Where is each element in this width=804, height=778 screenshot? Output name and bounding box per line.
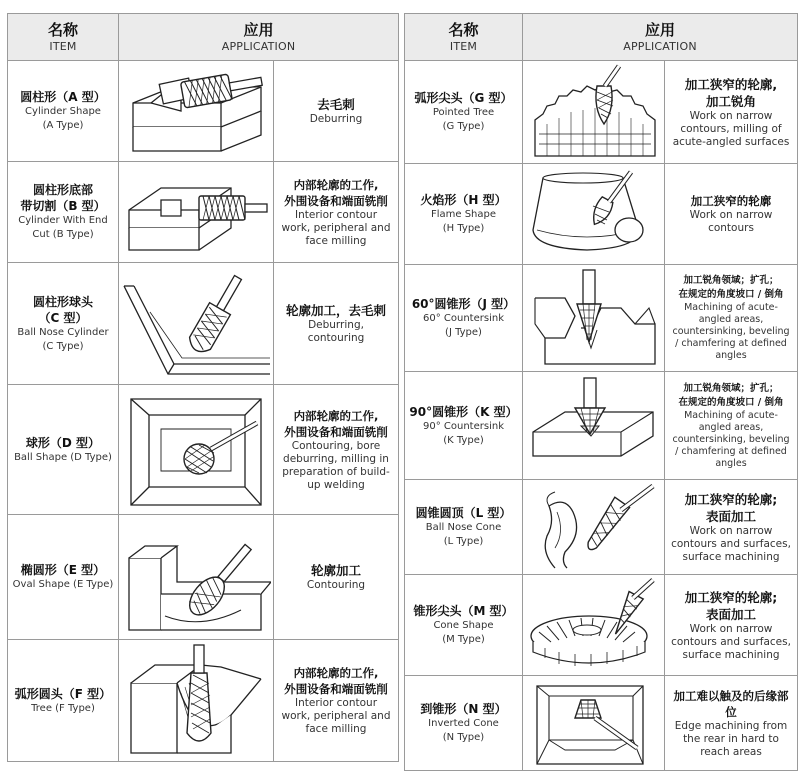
illustration-cell — [119, 515, 274, 640]
application-zh: 内部轮廓的工作, — [293, 666, 379, 680]
illustration-cell — [119, 162, 274, 263]
application-zh: 加工狭窄的轮廓, — [684, 76, 778, 92]
item-name-zh: 90°圆锥形（K 型） — [409, 404, 518, 419]
application-zh-2: 加工锐角 — [706, 93, 757, 109]
item-name-zh-2: 带切割（B 型） — [20, 199, 106, 213]
application-en: Interior contour work, peripheral and face milling — [281, 208, 391, 247]
illustration-cell — [523, 265, 665, 372]
application-zh-2: 外围设备和端面铣削 — [284, 424, 388, 439]
application-zh: 加工锐角领域；扩孔； — [683, 382, 779, 394]
flame-burr-icon — [525, 168, 663, 260]
right-header-app-zh: 应用 — [645, 20, 676, 39]
countersink-90-burr-icon — [525, 376, 663, 476]
item-name-zh: 球形（D 型） — [25, 435, 101, 450]
item-type-en: (C Type) — [42, 340, 84, 352]
item-cell — [8, 515, 119, 640]
item-name-zh-2: （C 型） — [38, 310, 88, 325]
left-header-item — [8, 14, 119, 61]
application-cell — [274, 263, 399, 385]
item-name-zh: 弧形尖头（G 型） — [414, 91, 513, 105]
table-row — [405, 480, 798, 575]
item-name-en: Flame Shape — [430, 209, 497, 220]
table-row — [8, 515, 399, 640]
application-zh-2: 在规定的角度坡口 / 倒角 — [678, 396, 784, 408]
item-type-en: (L Type) — [443, 536, 484, 547]
item-type-en: (M Type) — [442, 634, 485, 645]
item-name-en: 90° Countersink — [423, 420, 504, 432]
item-type-en: (N Type) — [442, 732, 485, 743]
left-burr-table — [7, 13, 399, 762]
item-name-zh: 圆柱形球头 — [32, 294, 93, 309]
right-header-item — [405, 14, 523, 61]
item-name-zh: 火焰形（H 型） — [420, 193, 507, 207]
item-cell — [405, 61, 523, 164]
item-name-en: Pointed Tree — [432, 107, 495, 118]
item-name-zh: 到锥形（N 型） — [420, 702, 507, 716]
item-name-en: Cylinder With End — [18, 215, 108, 226]
application-cell — [665, 575, 798, 676]
item-name-en: 60° Countersink — [423, 313, 504, 324]
application-en: Deburring, contouring — [307, 319, 365, 344]
item-cell — [8, 61, 119, 162]
illustration-cell — [523, 164, 665, 265]
oval-burr-icon — [121, 518, 271, 636]
right-burr-table — [404, 13, 798, 771]
application-en: Interior contour work, peripheral and face milling — [281, 697, 391, 735]
application-en: Edge machining from the rear in hard to reach areas — [674, 719, 788, 758]
countersink-60-burr-icon — [525, 268, 663, 368]
ball-nose-cone-burr-icon — [525, 482, 663, 572]
tree-burr-icon — [121, 643, 271, 759]
item-name-zh: 圆柱形（A 型） — [20, 90, 106, 104]
item-name-en: Ball Nose Cylinder — [17, 326, 109, 338]
table-row — [8, 162, 399, 263]
illustration-cell — [523, 372, 665, 480]
left-header-item-en: ITEM — [49, 39, 77, 53]
item-cell — [8, 385, 119, 515]
item-name-en: Oval Shape (E Type) — [12, 579, 114, 590]
table-row — [8, 385, 399, 515]
ball-nose-cylinder-burr-icon — [120, 266, 272, 382]
application-zh: 加工狭窄的轮廓; — [684, 589, 778, 605]
item-type-en: (H Type) — [442, 223, 485, 234]
application-zh: 内部轮廓的工作, — [293, 177, 379, 192]
item-type-en: (G Type) — [442, 121, 485, 132]
item-cell — [405, 676, 523, 771]
application-cell — [274, 162, 399, 263]
application-zh: 去毛刺 — [317, 97, 355, 112]
item-cell — [8, 640, 119, 762]
application-zh-2: 外围设备和端面铣削 — [284, 193, 388, 208]
item-type-en: (A Type) — [42, 120, 84, 131]
application-zh: 加工狭窄的轮廓; — [684, 491, 778, 507]
cylinder-burr-icon — [121, 65, 271, 157]
inverted-cone-burr-icon — [525, 678, 663, 768]
item-name-en: Cylinder Shape — [25, 106, 101, 117]
item-cell — [8, 162, 119, 263]
item-name-zh: 椭圆形（E 型） — [20, 563, 106, 577]
item-type-en: Cut (B Type) — [32, 229, 94, 240]
application-en: Deburring — [309, 113, 363, 125]
application-cell — [665, 480, 798, 575]
right-header-app-en: APPLICATION — [623, 39, 697, 53]
table-row — [405, 372, 798, 480]
left-header-app-zh: 应用 — [243, 20, 274, 39]
application-zh-2: 表面加工 — [706, 508, 757, 524]
application-cell — [665, 372, 798, 480]
item-name-en: Cone Shape — [433, 620, 494, 631]
item-name-zh: 锥形尖头（M 型） — [413, 604, 514, 618]
left-header-row — [8, 14, 399, 61]
ball-burr-icon — [121, 389, 271, 511]
left-header-item-zh: 名称 — [47, 20, 78, 39]
item-name-zh: 圆锥圆顶（L 型） — [415, 506, 512, 520]
table-row — [8, 263, 399, 385]
application-en: Machining of acute-angled areas, countersinking, beveling / chamfering at defined angles — [672, 302, 790, 361]
application-cell — [665, 164, 798, 265]
application-cell — [665, 61, 798, 164]
right-header-application — [523, 14, 798, 61]
application-en: Work on narrow contours — [689, 209, 773, 234]
item-cell — [405, 265, 523, 372]
item-name-zh: 60°圆锥形（J 型） — [411, 297, 516, 311]
application-zh-2: 外围设备和端面铣削 — [284, 682, 388, 696]
application-zh: 加工难以触及的后缘部位 — [673, 688, 789, 719]
illustration-cell — [119, 263, 274, 385]
item-name-en: Inverted Cone — [428, 718, 499, 729]
application-cell — [274, 61, 399, 162]
table-row — [8, 640, 399, 762]
item-name-zh: 弧形圆头（F 型） — [14, 686, 112, 701]
illustration-cell — [119, 385, 274, 515]
application-zh: 轮廓加工 — [311, 563, 362, 578]
application-en: Work on narrow contours and surfaces, surface machining — [671, 622, 791, 661]
illustration-cell — [119, 640, 274, 762]
illustration-cell — [523, 61, 665, 164]
item-type-en: (J Type) — [445, 327, 482, 338]
application-zh-2: 在规定的角度坡口 / 倒角 — [678, 289, 784, 300]
item-cell — [405, 480, 523, 575]
item-cell — [405, 575, 523, 676]
item-cell — [405, 164, 523, 265]
application-cell — [665, 676, 798, 771]
left-header-app-en: APPLICATION — [221, 39, 296, 53]
table-row — [405, 676, 798, 771]
cylinder-end-cut-burr-icon — [121, 166, 271, 258]
application-cell — [274, 515, 399, 640]
application-zh: 加工锐角领域；扩孔； — [683, 275, 779, 286]
item-name-en: Ball Nose Cone — [425, 522, 502, 533]
application-en: Contouring, bore deburring, milling in preparation of build-up welding — [282, 439, 390, 491]
application-zh: 内部轮廓的工作, — [293, 408, 379, 423]
table-row — [405, 164, 798, 265]
illustration-cell — [523, 480, 665, 575]
table-row — [405, 575, 798, 676]
right-header-item-zh: 名称 — [448, 20, 479, 39]
left-header-application — [119, 14, 399, 61]
right-header-row — [405, 14, 798, 61]
application-cell — [274, 640, 399, 762]
application-zh: 加工狭窄的轮廓 — [690, 194, 772, 208]
item-cell — [405, 372, 523, 480]
application-en: Contouring — [306, 579, 366, 591]
application-en: Machining of acute-angled areas, countersinking, beveling / chamfering at defined angles — [672, 409, 790, 469]
item-name-en: Ball Shape (D Type) — [14, 451, 112, 463]
table-row — [405, 61, 798, 164]
application-cell — [665, 265, 798, 372]
application-en: Work on narrow contours, milling of acute-angled surfaces — [672, 109, 790, 148]
item-type-en: (K Type) — [443, 434, 484, 446]
application-zh: 轮廓加工，去毛刺 — [286, 303, 387, 318]
application-zh-2: 表面加工 — [706, 606, 757, 622]
application-en: Work on narrow contours and surfaces, surface machining — [671, 524, 791, 563]
illustration-cell — [119, 61, 274, 162]
item-name-zh: 圆柱形底部 — [32, 183, 93, 197]
item-name-en: Tree (F Type) — [31, 702, 95, 714]
application-cell — [274, 385, 399, 515]
table-row — [405, 265, 798, 372]
pointed-tree-burr-icon — [525, 64, 663, 160]
item-cell — [8, 263, 119, 385]
right-header-item-en: ITEM — [449, 39, 478, 53]
illustration-cell — [523, 575, 665, 676]
cone-burr-icon — [525, 578, 663, 672]
table-row — [8, 61, 399, 162]
illustration-cell — [523, 676, 665, 771]
